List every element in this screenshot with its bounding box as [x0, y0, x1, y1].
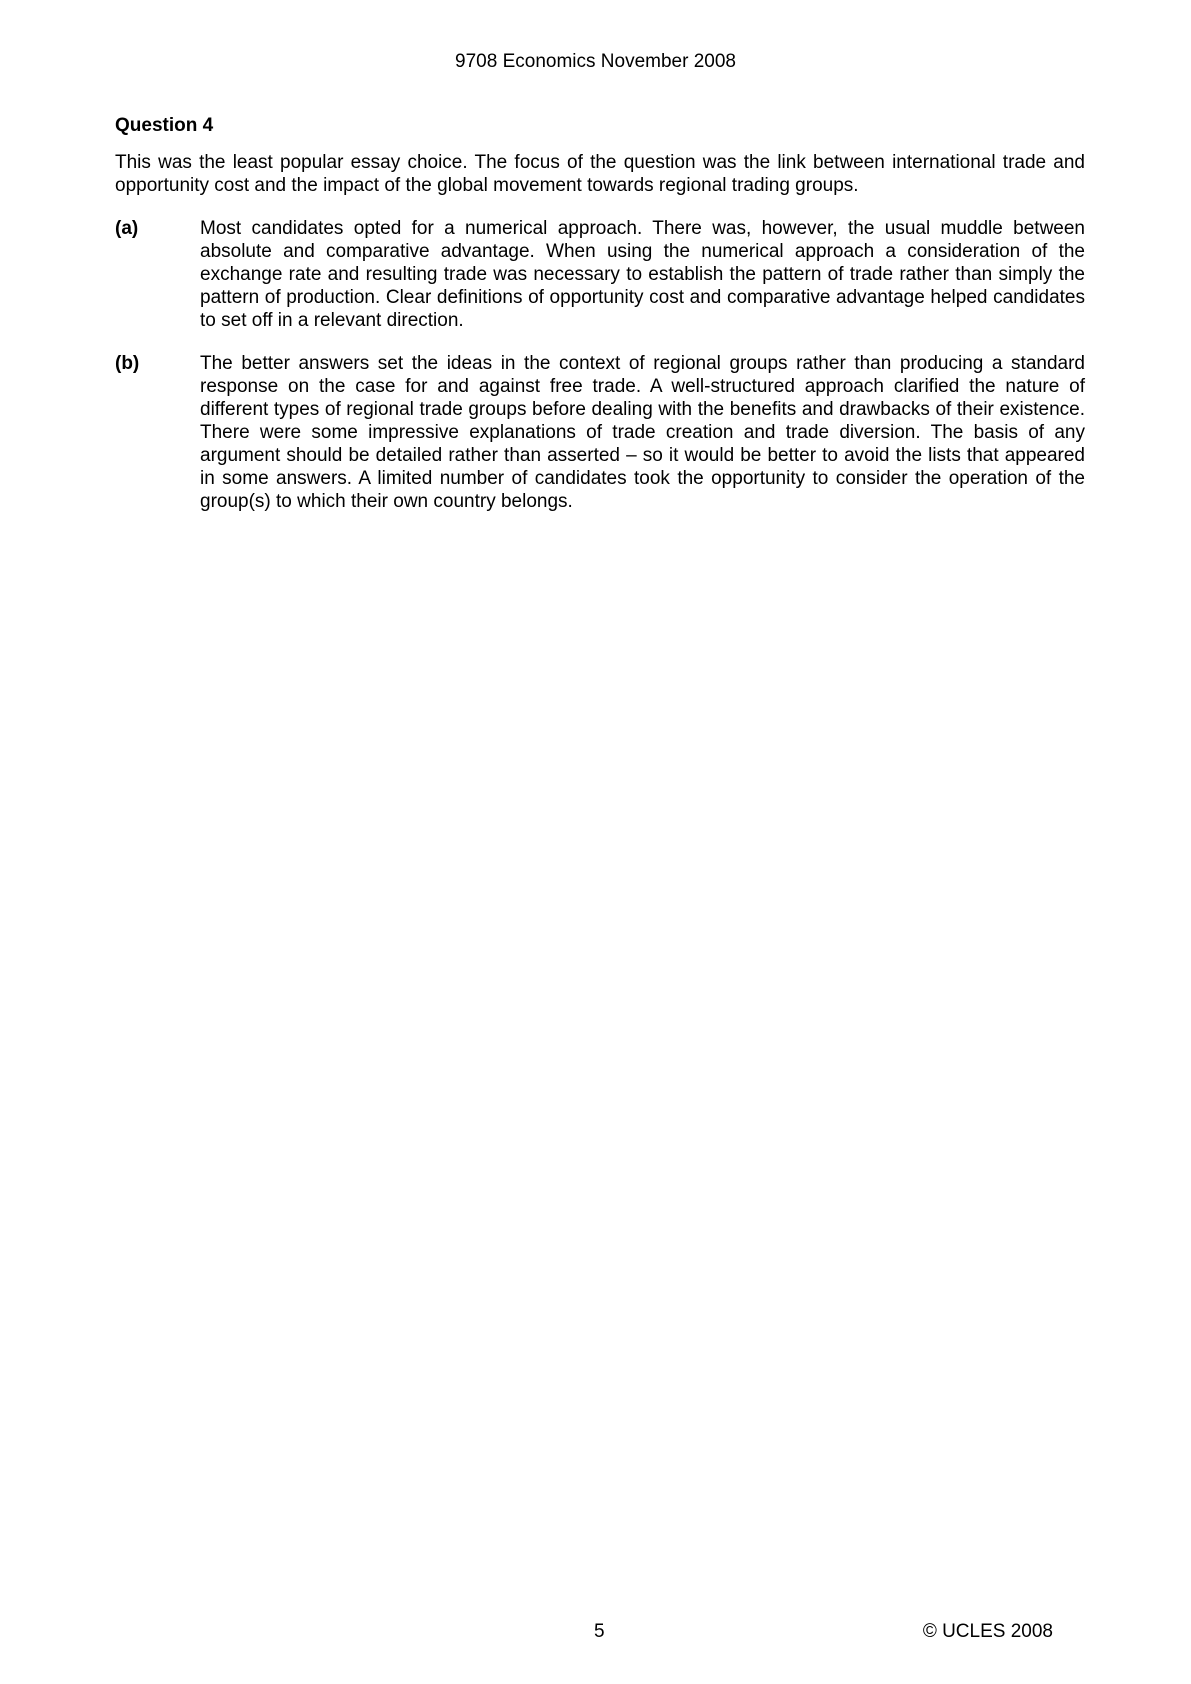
part-label: (b): [115, 353, 140, 374]
copyright-notice: © UCLES 2008: [922, 1621, 1053, 1642]
part-label: (a): [115, 218, 139, 239]
part-text: The better answers set the ideas in the context of regional groups rather than producing a standard response on the case for and against free trade. A well-structured approach clarified the nature of different types of regional trade groups before dealing with the benefits and drawbacks of their existence. There were some impressive explanations of trade creation and trade diversion. The basis of any argument should be detailed rather than asserted – so it would be better to avoid the lists that appeared in some answers. A limited number of candidates took the opportunity to consider the operation of the group(s) to which their own country belongs.: [200, 353, 1085, 512]
question-part-b: [115, 352, 1085, 513]
page-header: 9708 Economics November 2008: [455, 51, 736, 72]
question-part-a: [115, 217, 1085, 332]
question-intro: This was the least popular essay choice. The focus of the question was the link between international trade and opportunity cost and the impact of the global movement towards regional trading groups.: [115, 152, 1085, 196]
page-number: 5: [594, 1621, 605, 1642]
question-title: Question 4: [115, 115, 214, 136]
question-section: [115, 114, 1085, 533]
part-text: Most candidates opted for a numerical approach. There was, however, the usual muddle between absolute and comparative advantage. When using the numerical approach a consideration of the exchange rate and resulting trade was necessary to establish the pattern of trade rather than simply the pattern of production. Clear definitions of opportunity cost and comparative advantage helped candidates to set off in a relevant direction.: [200, 218, 1085, 331]
